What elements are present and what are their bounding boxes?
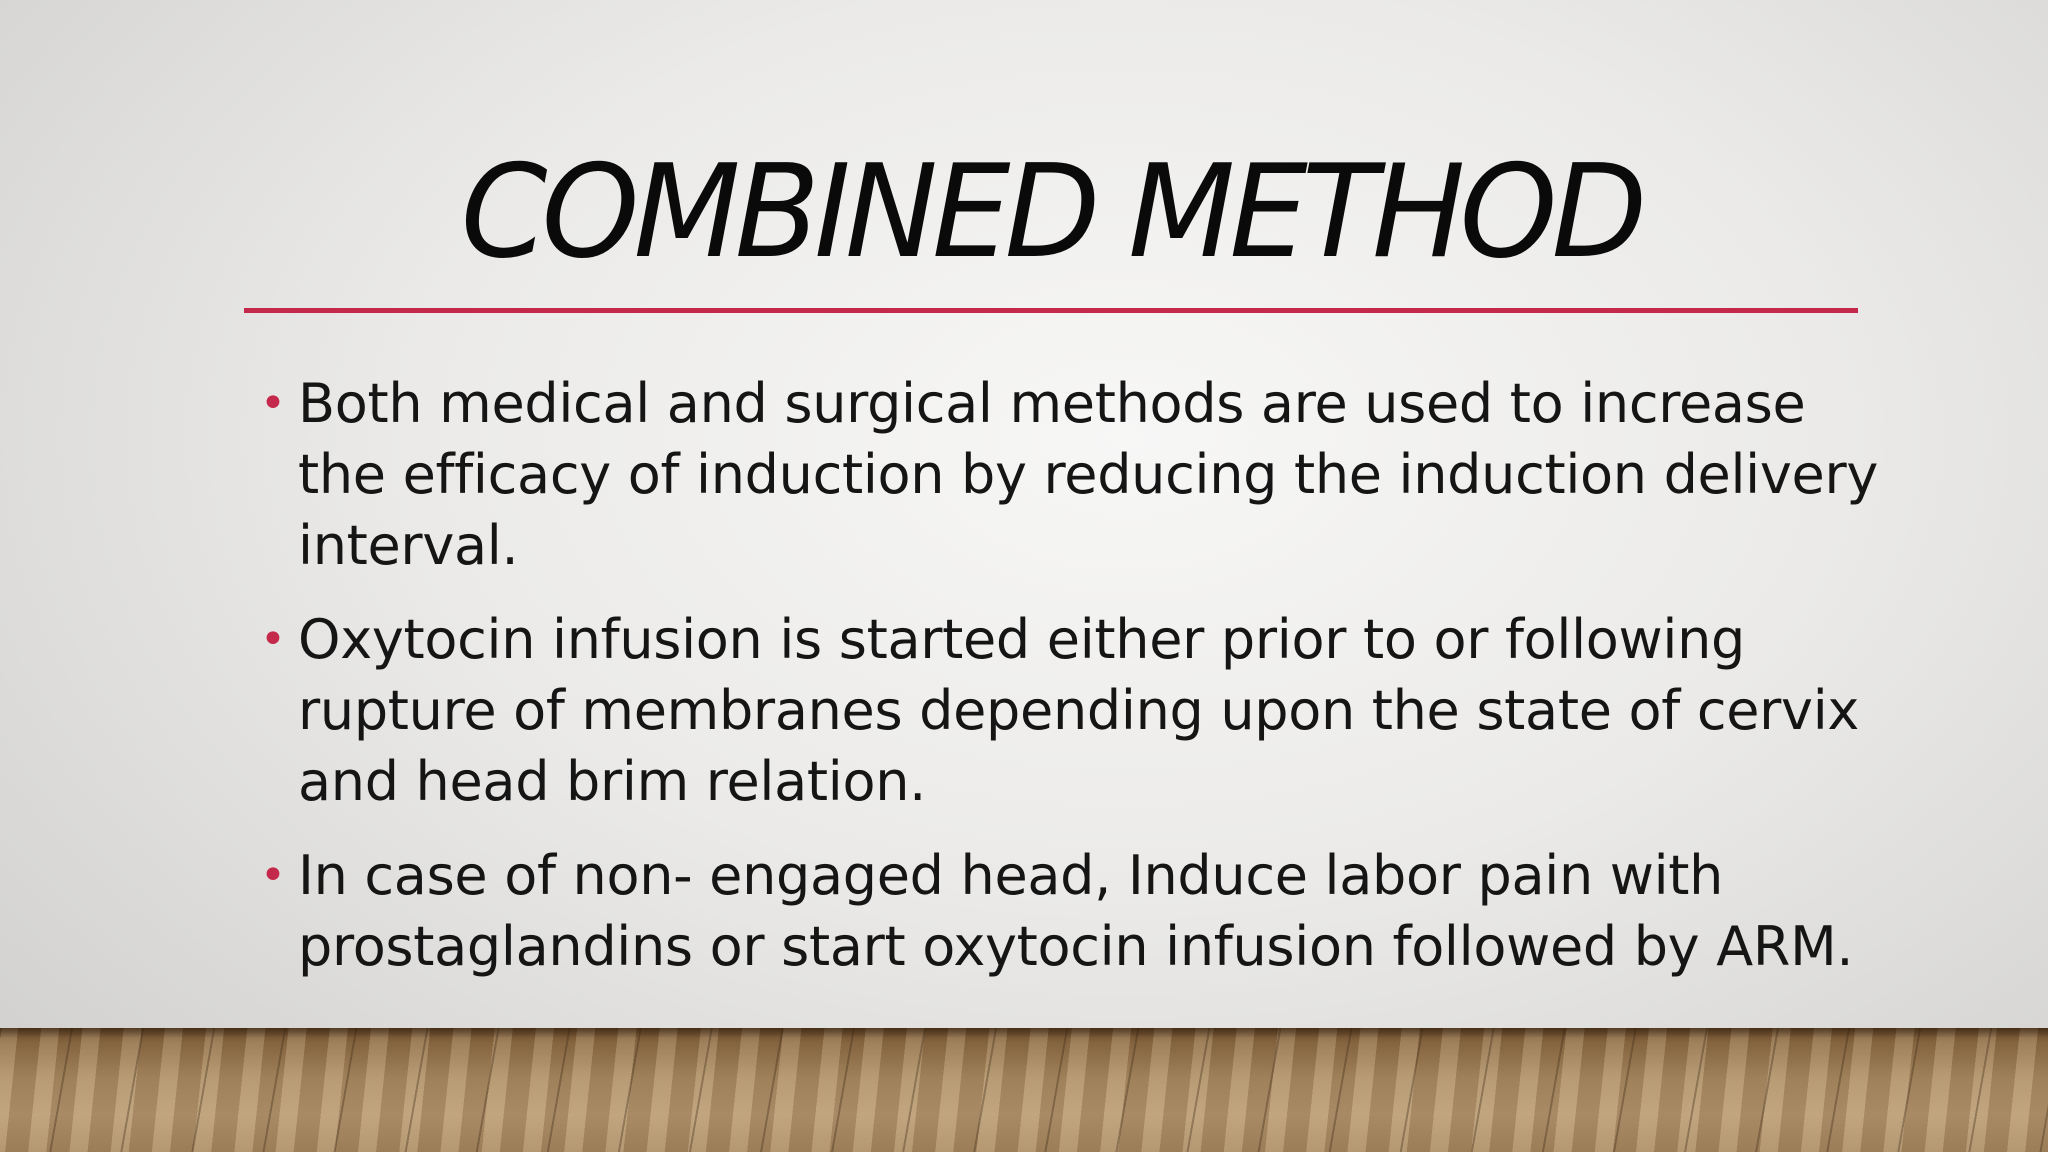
bullet-dot-icon: • [260,614,286,665]
bullet-item [256,368,1896,581]
bullet-item [256,840,1896,982]
floor-edge-shadow [0,1028,2048,1038]
title-underline [244,308,1858,313]
bullet-dot-icon: • [260,378,286,429]
bullet-text: Oxytocin infusion is started either prior to or following rupture of membranes depending upon the state of cervix and head brim relation. [298,608,1860,813]
bullet-item [256,604,1896,817]
slide-title: COMBINED METHOD [460,138,1642,287]
bullet-text: Both medical and surgical methods are used to increase the efficacy of induction by reducing the induction delivery interval. [298,372,1879,577]
bullet-dot-icon: • [260,850,286,901]
wood-floor-background [0,1028,2048,1152]
bullet-list [256,368,1896,1005]
bullet-text: In case of non- engaged head, Induce labor pain with prostaglandins or start oxytocin infusion followed by ARM. [298,844,1854,978]
